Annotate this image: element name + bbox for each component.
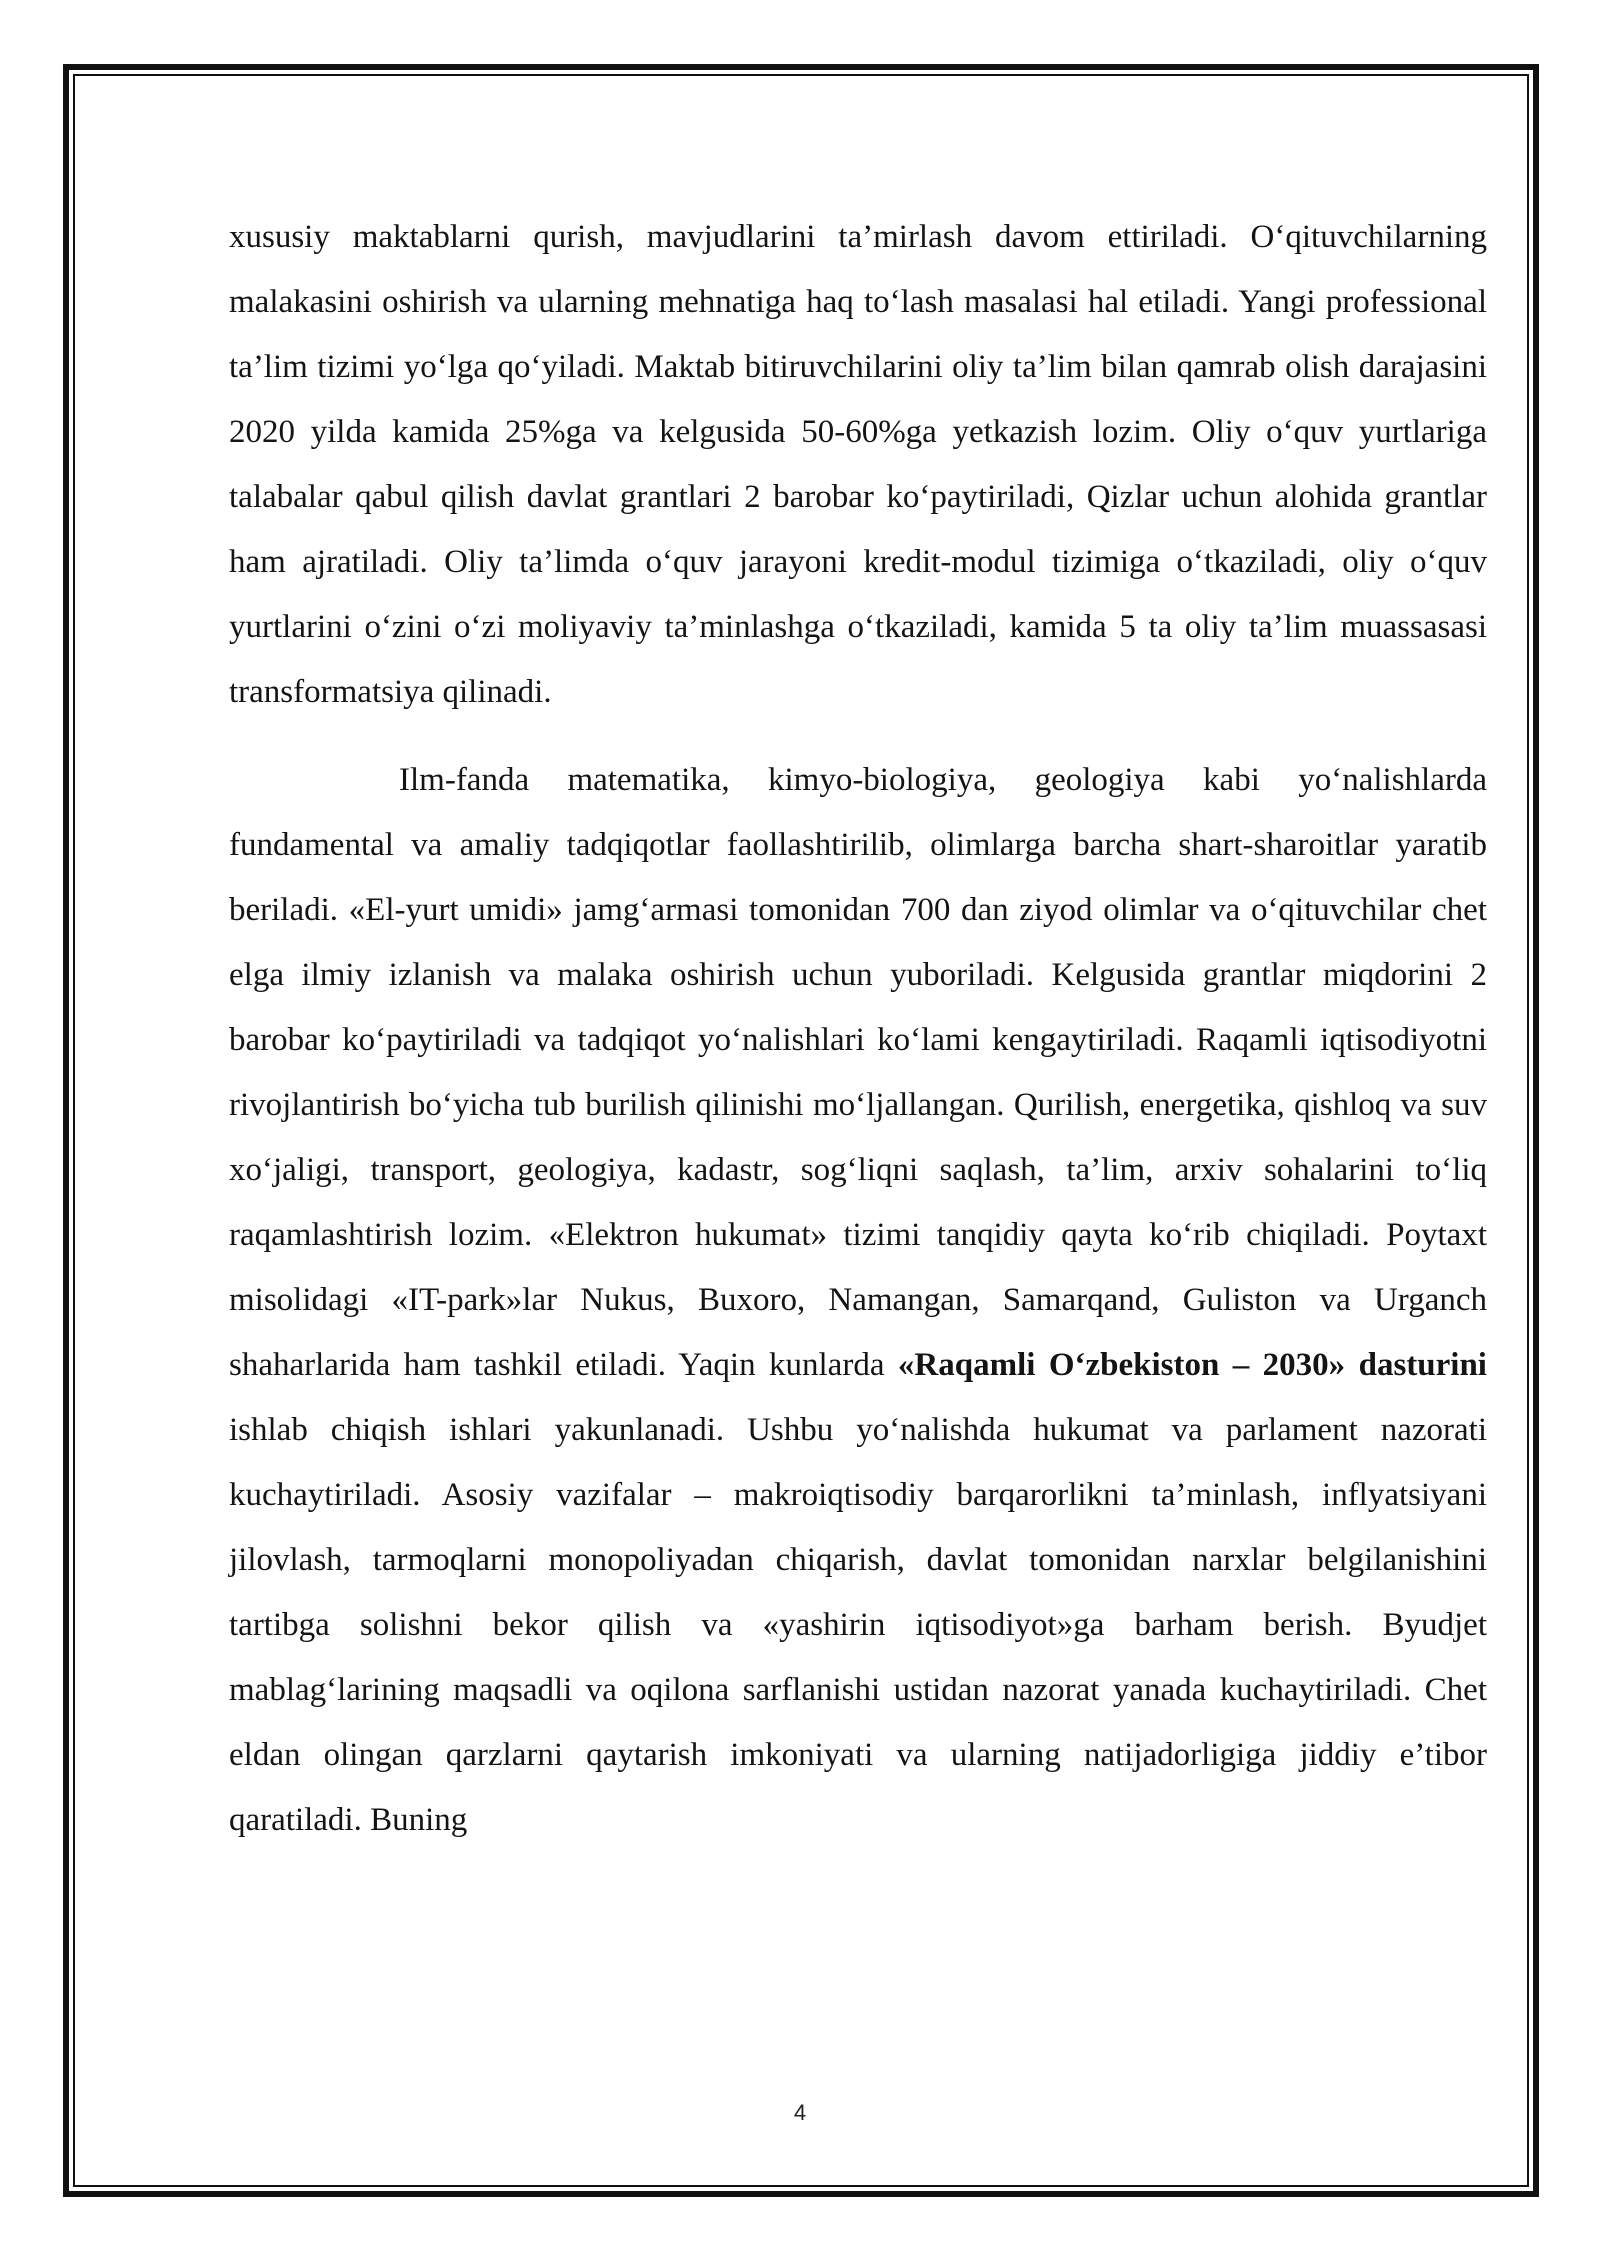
body-paragraph: xususiy maktablarni qurish, mavjudlarini ta’mirlash davom ettiriladi. O‘qituvchilarning malakasini oshirish va ularning mehnatiga haq to‘lash masalasi hal etiladi. Yangi professional ta’lim tizimi yo‘lga qo‘yiladi. Maktab bitiruvchilarini oliy ta’lim bilan qamrab olish darajasini 2020 yilda kamida 25%ga va kelgusida 50-60%ga yetkazish lozim. Oliy o‘quv yurtlariga talabalar qabul qilish davlat grantlari 2 barobar ko‘paytiriladi, Qizlar uchun alohida grantlar ham ajratiladi. Oliy ta’limda o‘quv jarayoni kredit-modul tizimiga o‘tkaziladi, oliy o‘quv yurtlarini o‘zini o‘zi moliyaviy ta’minlashga o‘tkaziladi, kamida 5 ta oliy ta’lim muassasasi transformatsiya qilinadi. — [229, 219, 1487, 710]
bold-program-title: «Raqamli O‘zbekiston – 2030» dasturini — [897, 1347, 1487, 1383]
paragraph-text: Ilm-fanda matematika, kimyo-biologiya, geologiya kabi yo‘nalishlarda fundamental va amaliy tadqiqotlar faollashtirilib, olimlarga barcha shart-sharoitlar yaratib beriladi. «El-yurt umidi» jamg‘armasi tomonidan 700 dan ziyod olimlar va o‘qituvchilar chet elga ilmiy izlanish va malaka oshirish uchun yuboriladi. Kelgusida grantlar miqdorini 2 barobar ko‘paytiriladi va tadqiqot yo‘nalishlari ko‘lami kengaytiriladi. Raqamli iqtisodiyotni rivojlantirish bo‘yicha tub burilish qilinishi mo‘ljallangan. Qurilish, energetika, qishloq va suv xo‘jaligi, transport, geologiya, kadastr, sog‘liqni saqlash, ta’lim, arxiv sohalarini to‘liq raqamlashtirish lozim. «Elektron hukumat» tizimi tanqidiy qayta ko‘rib chiqiladi. Poytaxt misolidagi «IT-park»lar Nukus, Buxoro, Namangan, Samarqand, Guliston va Urganch shaharlarida ham tashkil etiladi. Yaqin kunlarda — [229, 762, 1487, 1383]
page-body — [229, 205, 1487, 1853]
paragraph-text: ishlab chiqish ishlari yakunlanadi. Ushbu yo‘nalishda hukumat va parlament nazorati kuchaytiriladi. Asosiy vazifalar – makroiqtisodiy barqarorlikni ta’minlash, inflyatsiyani jilovlash, tarmoqlarni monopoliyadan chiqarish, davlat tomonidan narxlar belgilanishini tartibga solishni bekor qilish va «yashirin iqtisodiyot»ga barham berish. Byudjet mablag‘larining maqsadli va oqilona sarflanishi ustidan nazorat yanada kuchaytiriladi. Chet eldan olingan qarzlarni qaytarish imkoniyati va ularning natijadorligiga jiddiy e’tibor qaratiladi. Buning — [229, 1412, 1487, 1838]
page-number: 4 — [793, 2100, 807, 2125]
body-paragraph — [229, 748, 1487, 1853]
